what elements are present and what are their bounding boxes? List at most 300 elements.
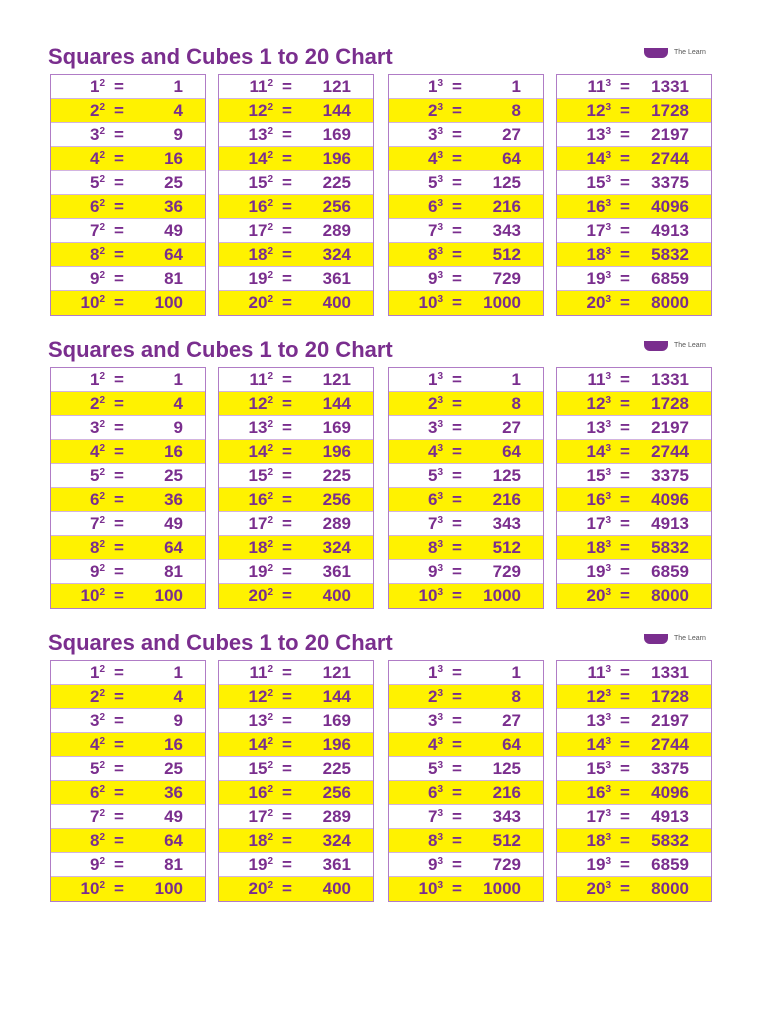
table-row [389, 195, 543, 219]
equals-sign: = [282, 293, 292, 312]
exponent: 2 [267, 443, 273, 454]
base-number: 1 [427, 663, 438, 682]
table-row [51, 123, 205, 147]
power-expression [557, 440, 611, 464]
power-expression [51, 75, 105, 99]
base-number: 14 [586, 442, 606, 461]
table-row [219, 757, 373, 781]
equals-sign: = [620, 245, 630, 264]
base-number: 16 [586, 783, 606, 802]
exponent: 2 [99, 736, 105, 747]
table-row [389, 661, 543, 685]
result-value: 36 [164, 197, 183, 216]
result-value: 343 [492, 221, 521, 240]
result-value: 1000 [483, 879, 521, 898]
table-row [51, 75, 205, 99]
exponent: 2 [99, 880, 105, 891]
exponent: 3 [437, 587, 443, 598]
chart-block [0, 630, 768, 920]
exponent: 2 [99, 222, 105, 233]
power-expression [51, 440, 105, 464]
exponent: 2 [267, 174, 273, 185]
base-number: 12 [586, 394, 606, 413]
exponent: 3 [437, 539, 443, 550]
exponent: 3 [605, 443, 611, 454]
base-number: 7 [89, 221, 100, 240]
power-expression [389, 440, 443, 464]
equals-sign: = [452, 759, 462, 778]
result-value: 9 [173, 125, 183, 144]
power-expression [389, 781, 443, 805]
base-number: 19 [586, 855, 606, 874]
exponent: 2 [267, 270, 273, 281]
power-expression [557, 685, 611, 709]
result-value: 5832 [651, 831, 689, 850]
power-expression [389, 488, 443, 512]
exponent: 3 [605, 419, 611, 430]
power-expression [557, 219, 611, 243]
power-expression [219, 392, 273, 416]
power-expression [219, 536, 273, 560]
result-value: 256 [322, 490, 351, 509]
equals-sign: = [114, 831, 124, 850]
table-row [389, 99, 543, 123]
squares-table [50, 367, 206, 609]
exponent: 2 [267, 856, 273, 867]
power-expression [389, 584, 443, 608]
result-value: 8 [511, 687, 521, 706]
exponent: 2 [267, 246, 273, 257]
table-row [51, 464, 205, 488]
table-row [557, 291, 711, 315]
exponent: 3 [605, 246, 611, 257]
result-value: 27 [502, 125, 521, 144]
equals-sign: = [282, 538, 292, 557]
power-expression [557, 392, 611, 416]
base-number: 14 [586, 735, 606, 754]
table-row [389, 440, 543, 464]
power-expression [389, 243, 443, 267]
result-value: 289 [322, 514, 351, 533]
power-expression [557, 416, 611, 440]
exponent: 2 [99, 270, 105, 281]
exponent: 2 [99, 126, 105, 137]
result-value: 16 [164, 149, 183, 168]
equals-sign: = [114, 687, 124, 706]
equals-sign: = [620, 687, 630, 706]
result-value: 729 [492, 855, 521, 874]
cubes-table [388, 74, 544, 316]
result-value: 125 [492, 466, 521, 485]
result-value: 289 [322, 807, 351, 826]
equals-sign: = [114, 197, 124, 216]
result-value: 2197 [651, 711, 689, 730]
exponent: 3 [605, 832, 611, 843]
result-value: 121 [322, 663, 351, 682]
power-expression [557, 560, 611, 584]
power-expression [219, 829, 273, 853]
power-expression [219, 195, 273, 219]
table-row [51, 243, 205, 267]
base-number: 20 [248, 586, 268, 605]
exponent: 3 [437, 880, 443, 891]
power-expression [219, 123, 273, 147]
base-number: 18 [586, 831, 606, 850]
power-expression [557, 171, 611, 195]
power-expression [557, 267, 611, 291]
table-row [219, 368, 373, 392]
result-value: 5832 [651, 245, 689, 264]
result-value: 121 [322, 77, 351, 96]
exponent: 2 [99, 539, 105, 550]
table-row [51, 440, 205, 464]
equals-sign: = [452, 687, 462, 706]
power-expression [219, 512, 273, 536]
result-value: 216 [492, 197, 521, 216]
table-row [51, 829, 205, 853]
table-row [389, 123, 543, 147]
exponent: 3 [605, 294, 611, 305]
table-row [219, 464, 373, 488]
base-number: 10 [80, 879, 100, 898]
exponent: 3 [437, 198, 443, 209]
table-row [389, 368, 543, 392]
result-value: 64 [502, 735, 521, 754]
exponent: 2 [267, 587, 273, 598]
power-expression [557, 99, 611, 123]
equals-sign: = [114, 466, 124, 485]
result-value: 256 [322, 197, 351, 216]
table-row [219, 147, 373, 171]
power-expression [389, 368, 443, 392]
result-value: 144 [322, 687, 351, 706]
base-number: 17 [586, 514, 606, 533]
table-row [557, 464, 711, 488]
table-row [51, 661, 205, 685]
equals-sign: = [620, 538, 630, 557]
exponent: 2 [267, 395, 273, 406]
base-number: 10 [418, 293, 438, 312]
table-row [557, 781, 711, 805]
power-expression [219, 219, 273, 243]
table-row [557, 195, 711, 219]
base-number: 8 [427, 831, 438, 850]
base-number: 20 [586, 586, 606, 605]
table-row [557, 219, 711, 243]
table-row [51, 853, 205, 877]
equals-sign: = [620, 711, 630, 730]
table-row [219, 392, 373, 416]
base-number: 8 [427, 245, 438, 264]
equals-sign: = [282, 149, 292, 168]
table-row [219, 171, 373, 195]
table-row [219, 416, 373, 440]
equals-sign: = [282, 759, 292, 778]
table-row [389, 267, 543, 291]
power-expression [389, 661, 443, 685]
result-value: 289 [322, 221, 351, 240]
table-row [557, 123, 711, 147]
base-number: 5 [427, 466, 438, 485]
equals-sign: = [114, 538, 124, 557]
power-expression [557, 757, 611, 781]
base-number: 9 [89, 855, 100, 874]
equals-sign: = [282, 807, 292, 826]
power-expression [557, 243, 611, 267]
equals-sign: = [114, 125, 124, 144]
base-number: 4 [427, 442, 438, 461]
power-expression [557, 877, 611, 901]
exponent: 2 [267, 126, 273, 137]
power-expression [219, 99, 273, 123]
equals-sign: = [282, 101, 292, 120]
power-expression [389, 853, 443, 877]
power-expression [389, 829, 443, 853]
base-number: 8 [89, 831, 100, 850]
power-expression [51, 392, 105, 416]
cubes-table [388, 660, 544, 902]
table-row [389, 464, 543, 488]
exponent: 3 [437, 126, 443, 137]
equals-sign: = [114, 101, 124, 120]
exponent: 2 [99, 371, 105, 382]
power-expression [219, 368, 273, 392]
exponent: 3 [437, 784, 443, 795]
exponent: 3 [437, 712, 443, 723]
power-expression [219, 75, 273, 99]
table-row [219, 99, 373, 123]
table-row [557, 661, 711, 685]
table-row [557, 853, 711, 877]
equals-sign: = [114, 783, 124, 802]
exponent: 3 [437, 78, 443, 89]
base-number: 10 [418, 879, 438, 898]
equals-sign: = [452, 831, 462, 850]
cubes-table [556, 660, 712, 902]
table-row [219, 853, 373, 877]
table-row [557, 440, 711, 464]
base-number: 15 [586, 466, 606, 485]
base-number: 14 [248, 442, 268, 461]
result-value: 400 [322, 586, 351, 605]
table-row [219, 877, 373, 901]
base-number: 9 [427, 855, 438, 874]
exponent: 3 [605, 664, 611, 675]
exponent: 3 [605, 784, 611, 795]
power-expression [219, 171, 273, 195]
power-expression [389, 123, 443, 147]
base-number: 12 [248, 101, 268, 120]
equals-sign: = [620, 418, 630, 437]
table-row [389, 685, 543, 709]
table-row [389, 877, 543, 901]
table-row [51, 757, 205, 781]
result-value: 27 [502, 418, 521, 437]
exponent: 3 [437, 688, 443, 699]
table-row [51, 195, 205, 219]
exponent: 3 [605, 515, 611, 526]
equals-sign: = [282, 855, 292, 874]
result-value: 64 [502, 149, 521, 168]
power-expression [557, 75, 611, 99]
power-expression [51, 243, 105, 267]
base-number: 9 [89, 562, 100, 581]
result-value: 3375 [651, 466, 689, 485]
base-number: 6 [89, 197, 100, 216]
result-value: 6859 [651, 562, 689, 581]
base-number: 8 [89, 245, 100, 264]
base-number: 8 [427, 538, 438, 557]
table-row [51, 512, 205, 536]
base-number: 4 [427, 735, 438, 754]
equals-sign: = [620, 370, 630, 389]
power-expression [389, 877, 443, 901]
table-row [389, 757, 543, 781]
exponent: 3 [437, 419, 443, 430]
equals-sign: = [620, 125, 630, 144]
exponent: 3 [605, 198, 611, 209]
equals-sign: = [620, 831, 630, 850]
equals-sign: = [282, 394, 292, 413]
result-value: 1 [511, 663, 521, 682]
power-expression [557, 464, 611, 488]
power-expression [557, 536, 611, 560]
equals-sign: = [114, 490, 124, 509]
base-number: 2 [89, 394, 100, 413]
equals-sign: = [452, 562, 462, 581]
exponent: 2 [99, 587, 105, 598]
table-row [51, 781, 205, 805]
base-number: 16 [248, 783, 268, 802]
exponent: 3 [605, 467, 611, 478]
result-value: 125 [492, 759, 521, 778]
table-row [557, 99, 711, 123]
equals-sign: = [620, 855, 630, 874]
table-row [389, 536, 543, 560]
table-row [557, 877, 711, 901]
table-row [219, 440, 373, 464]
chart-title: Squares and Cubes 1 to 20 Chart [48, 44, 393, 69]
base-number: 11 [587, 663, 606, 682]
power-expression [219, 440, 273, 464]
equals-sign: = [620, 466, 630, 485]
result-value: 16 [164, 735, 183, 754]
power-expression [51, 805, 105, 829]
equals-sign: = [114, 418, 124, 437]
result-value: 1728 [651, 101, 689, 120]
table-row [219, 733, 373, 757]
table-row [51, 560, 205, 584]
exponent: 3 [437, 832, 443, 843]
base-number: 16 [248, 490, 268, 509]
equals-sign: = [452, 293, 462, 312]
result-value: 4913 [651, 514, 689, 533]
exponent: 2 [267, 198, 273, 209]
base-number: 11 [587, 77, 606, 96]
table-row [51, 416, 205, 440]
equals-sign: = [452, 269, 462, 288]
equals-sign: = [620, 442, 630, 461]
result-value: 49 [164, 514, 183, 533]
power-expression [51, 219, 105, 243]
power-expression [219, 147, 273, 171]
equals-sign: = [620, 663, 630, 682]
equals-sign: = [452, 586, 462, 605]
result-value: 4 [173, 394, 183, 413]
power-expression [51, 685, 105, 709]
exponent: 2 [267, 808, 273, 819]
base-number: 3 [427, 711, 438, 730]
exponent: 2 [99, 419, 105, 430]
exponent: 2 [99, 78, 105, 89]
result-value: 4096 [651, 197, 689, 216]
base-number: 19 [586, 562, 606, 581]
equals-sign: = [620, 173, 630, 192]
power-expression [389, 147, 443, 171]
table-row [219, 512, 373, 536]
result-value: 25 [164, 759, 183, 778]
base-number: 7 [89, 514, 100, 533]
base-number: 16 [586, 197, 606, 216]
exponent: 2 [267, 880, 273, 891]
table-row [51, 392, 205, 416]
base-number: 5 [427, 759, 438, 778]
equals-sign: = [114, 370, 124, 389]
result-value: 1331 [651, 77, 689, 96]
exponent: 2 [99, 467, 105, 478]
table-row [557, 512, 711, 536]
equals-sign: = [114, 173, 124, 192]
exponent: 2 [99, 712, 105, 723]
equals-sign: = [452, 879, 462, 898]
result-value: 100 [154, 586, 183, 605]
exponent: 2 [267, 150, 273, 161]
equals-sign: = [114, 149, 124, 168]
equals-sign: = [114, 735, 124, 754]
equals-sign: = [452, 514, 462, 533]
power-expression [389, 171, 443, 195]
equals-sign: = [452, 538, 462, 557]
result-value: 729 [492, 562, 521, 581]
table-row [219, 123, 373, 147]
power-expression [389, 392, 443, 416]
table-row [389, 75, 543, 99]
squares-table [50, 74, 206, 316]
exponent: 2 [267, 467, 273, 478]
exponent: 2 [267, 491, 273, 502]
power-expression [219, 416, 273, 440]
base-number: 16 [248, 197, 268, 216]
equals-sign: = [114, 77, 124, 96]
table-row [389, 171, 543, 195]
result-value: 169 [322, 711, 351, 730]
base-number: 1 [89, 77, 100, 96]
base-number: 5 [89, 759, 100, 778]
power-expression [219, 267, 273, 291]
equals-sign: = [620, 586, 630, 605]
brand-logo-icon [644, 634, 668, 644]
base-number: 10 [80, 586, 100, 605]
exponent: 2 [267, 736, 273, 747]
result-value: 1 [173, 370, 183, 389]
table-row [219, 829, 373, 853]
power-expression [51, 829, 105, 853]
result-value: 8000 [651, 879, 689, 898]
exponent: 2 [99, 443, 105, 454]
power-expression [51, 661, 105, 685]
base-number: 1 [427, 370, 438, 389]
chart-block [0, 44, 768, 334]
